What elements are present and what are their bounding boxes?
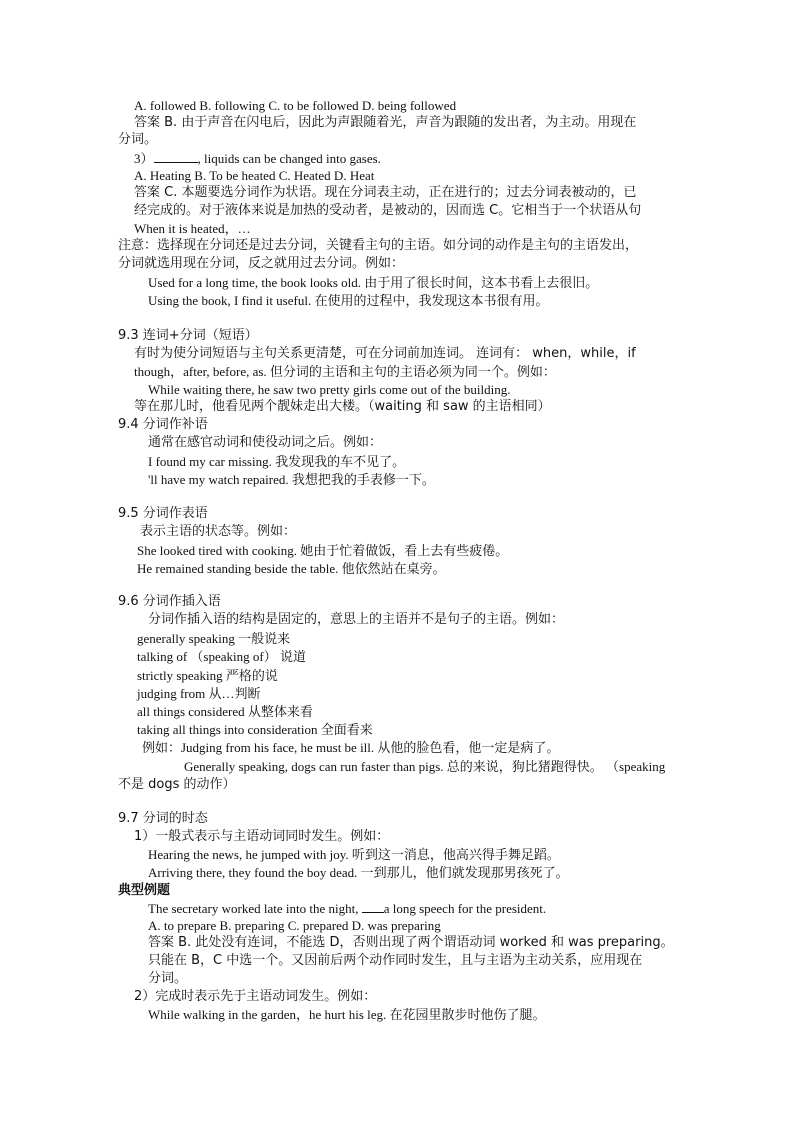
example-line: I found my car missing. 我发现我的车不见了。	[148, 454, 406, 469]
example-line: He remained standing beside the table. 他依然站在桌旁。	[137, 561, 446, 576]
section-heading-9-6: 9.6 分词作插入语	[118, 594, 221, 609]
paragraph: 表示主语的状态等。例如：	[140, 524, 297, 539]
question-options: A. to prepare B. preparing C. prepared D. was preparing	[148, 918, 441, 933]
q3-example: When it is heated，…	[134, 221, 251, 236]
example-line: Using the book, I find it useful. 在使用的过程中，我发现这本书很有用。	[148, 293, 549, 308]
phrase-item: talking of （speaking of） 说道	[137, 649, 306, 664]
question-answer-cont: 只能在 B，C 中选一个。又因前后两个动作同时发生，且与主语为主动关系，应用现在	[148, 953, 643, 968]
answer-blank	[154, 150, 198, 163]
example-line-cont: 不是 dogs 的动作）	[118, 777, 236, 792]
section-heading-9-3: 9.3 连词+分词（短语）	[118, 328, 258, 343]
q2-answer: 答案 B. 由于声音在闪电后，因此为声跟随着光，声音为跟随的发出者，为主动。用现在	[134, 115, 637, 130]
example-line: Arriving there, they found the boy dead. 一到那儿，他们就发现那男孩死了。	[148, 865, 569, 880]
example-line: While waiting there, he saw two pretty girls come out of the building.	[148, 382, 511, 397]
phrase-item: taking all things into consideration 全面看来	[137, 722, 373, 737]
question-text: a long speech for the president.	[383, 901, 547, 916]
paragraph: 2）完成时表示先于主语动词发生。例如：	[134, 989, 377, 1004]
example-translation: 等在那儿时，他看见两个靓妹走出大楼。（waiting 和 saw 的主语相同）	[134, 399, 551, 414]
example-line: 例如：Judging from his face, he must be ill. 从他的脸色看，他一定是病了。	[142, 740, 560, 755]
phrase-item: strictly speaking 严格的说	[137, 668, 278, 683]
example-line: Used for a long time, the book looks old. 由于用了很长时间，这本书看上去很旧。	[148, 275, 599, 290]
paragraph: 分词作插入语的结构是固定的，意思上的主语并不是句子的主语。例如：	[148, 612, 565, 627]
section-heading-9-5: 9.5 分词作表语	[118, 506, 208, 521]
question-answer-cont: 分词。	[148, 971, 188, 986]
question-stem	[148, 900, 546, 917]
example-line: Generally speaking, dogs can run faster than pigs. 总的来说，狗比猪跑得快。 （speaking	[184, 759, 666, 774]
typical-example-heading: 典型例题	[118, 883, 171, 898]
section-heading-9-4: 9.4 分词作补语	[118, 417, 208, 432]
example-line: Hearing the news, he jumped with joy. 听到这一消息，他高兴得手舞足蹈。	[148, 847, 560, 862]
section-heading-9-7: 9.7 分词的时态	[118, 811, 208, 826]
phrase-item: judging from 从…判断	[137, 686, 261, 701]
paragraph: though，after, before, as. 但分词的主语和主句的主语必须为同一个。例如：	[134, 364, 556, 379]
example-line: While walking in the garden，he hurt his leg. 在花园里散步时他伤了腿。	[148, 1007, 546, 1022]
note: 注意：选择现在分词还是过去分词，关键看主句的主语。如分词的动作是主句的主语发出，	[118, 238, 639, 253]
paragraph: 1）一般式表示与主语动词同时发生。例如：	[134, 829, 390, 844]
q3-answer: 答案 C. 本题要选分词作为状语。现在分词表主动，正在进行的；过去分词表被动的，已	[134, 185, 637, 200]
paragraph: 通常在感官动词和使役动词之后。例如：	[148, 435, 383, 450]
example-line: She looked tired with cooking. 她由于忙着做饭，看上去有些疲倦。	[137, 543, 509, 558]
q3-options: A. Heating B. To be heated C. Heated D. Heat	[134, 168, 375, 183]
paragraph: 有时为使分词短语与主句关系更清楚，可在分词前加连词。 连词有： when，while，if	[134, 346, 636, 361]
question-answer: 答案 B. 此处没有连词，不能选 D，否则出现了两个谓语动词 worked 和 was preparing。	[148, 935, 674, 950]
q3-number: 3）	[134, 151, 154, 166]
q3-stem	[134, 150, 381, 167]
phrase-item: generally speaking 一般说来	[137, 631, 291, 646]
answer-blank	[362, 900, 384, 913]
q2-answer-cont: 分词。	[118, 132, 158, 147]
q2-options: A. followed B. following C. to be followed D. being followed	[134, 98, 457, 113]
q3-text: , liquids can be changed into gases.	[197, 151, 381, 166]
question-text: The secretary worked late into the night,	[148, 901, 362, 916]
note-cont: 分词就选用现在分词，反之就用过去分词。例如：	[118, 256, 405, 271]
phrase-item: all things considered 从整体来看	[137, 704, 313, 719]
example-line: 'll have my watch repaired. 我想把我的手表修一下。	[148, 472, 435, 487]
q3-answer-cont: 经完成的。对于液体来说是加热的受动者，是被动的，因而选 C。它相当于一个状语从句	[134, 203, 642, 218]
